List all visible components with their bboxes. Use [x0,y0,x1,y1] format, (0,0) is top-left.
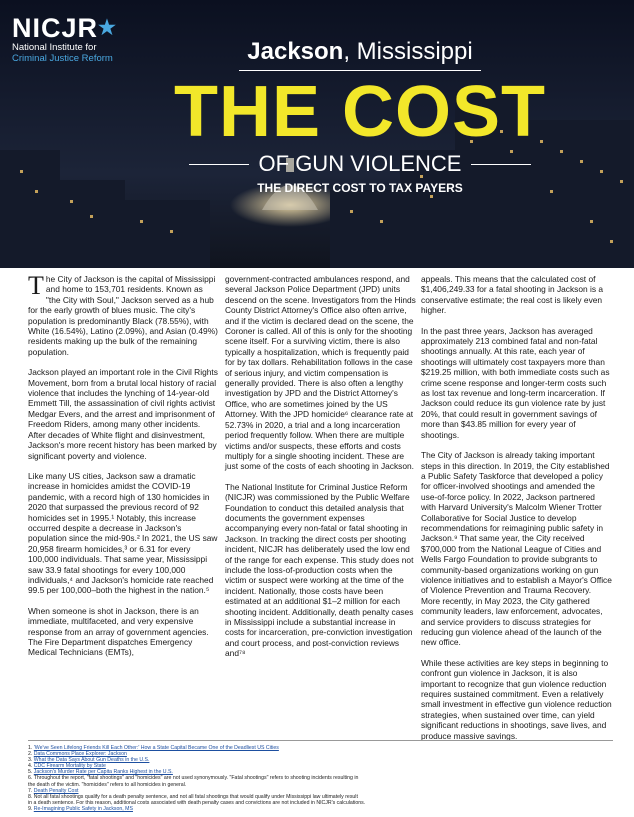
footnote-link[interactable]: CDC Firearm Mortality by State [33,763,106,770]
paragraph: appeals. This means that the calculated cost of $1,406,249.33 for a fatal shooting in Jackson is a conservative estimate; the real cost is likely even higher. [421,274,604,316]
footnote-number: 2. [28,751,34,758]
article-body [0,268,634,817]
subtitle: OF GUN VIOLENCE [258,151,462,176]
column-1 [28,271,219,668]
paragraph [28,271,219,357]
page-title: THE COST [173,72,546,152]
city-name: Jackson [247,38,344,65]
paragraph: In the past three years, Jackson has averaged approximately 213 combined fatal and non-fatal shootings annually. At this rate, each year of shootings will ultimately cost taxpayers more than $219.25 million, with both immediate costs such as crime scene response and longer-term costs such as lost tax revenue and long-term incarceration. If Jackson could reduce its gun violence rate by just 20%, that could result in government savings of more than $43.85 million for every year of shootings. [421,325,610,440]
footnote-text: the death of the victim. "homicides" refers to all homicides in general. [28,781,187,788]
drop-cap: T [28,271,44,300]
footnote-text: Not all fatal shootings qualify for a death penalty sentence, and not all fatal shootings that would qualify under Mississippi law ultimately result [33,793,358,800]
paragraph: government-contracted ambulances respond, and several Jackson Police Department (JPD) units descend on the scene. Investigators from the Hinds County District Attorney's Office also often arrive, and if the victim is declared dead on the scene, the Coroner is called. All of this is only for the shooting scene itself. For a surviving victim, there is also typically a hospitalization, which is frequently paid for by tax dollars. Rehabilitation follows in the case of serious injury, and victim compensation is generally provided. There is also often a lengthy investigation by JPD and the District Attorney's Office, who are sometimes joined by the US Attorney. With the JPD homicide⁶ clearance rate at 52.73% in 2020, a trial and a long incarceration period frequently follow. When there are multiple victims and/or suspects, these efforts and costs multiply for a single shooting incident. These are just some of the costs of each shooting in Jackson. [225,274,416,472]
footnote-link[interactable]: Death Penalty Cost [33,787,79,794]
footnote-number: 8. [28,793,34,800]
paragraph: When someone is shot in Jackson, there is an immediate, multifaceted, and very expensive response from an array of government agencies. The Fire Department dispatches Emergency Medical Technicians (EMTs), [28,605,209,658]
star-icon: ★ [98,17,117,39]
column-2 [225,274,416,669]
divider [471,164,531,165]
paragraph: The City of Jackson is already taking important steps in this direction. In 2019, the City established a Public Safety Taskforce that developed a policy for officer-involved shootings and amended the use-of-force policy. In 2022, Jackson partnered with Harvard University's Malcolm Wiener Trotter Collaborative for Social Justice to develop recommendations for reimagining public safety in Jackson.⁹ That same year, the City received $700,000 from the National League of Cities and Wells Fargo Foundation to provide subgrants to community-based organizations working on gun violence initiatives and to establish a Mayor's Office of Violence Prevention and Trauma Recovery. More recently, in May 2023, the City gathered community leaders, law enforcement, advocates, and service providers to discuss strategies for reducing gun violence ahead of the launch of the new office. [421,450,612,648]
footnote-link[interactable]: What the Data Says About Gun Deaths in the U.S. [33,757,150,764]
tagline: THE DIRECT COST TO TAX PAYERS [257,181,463,195]
masthead [140,38,580,196]
footnote-link[interactable]: Data Commons Place Explorer: Jackson [33,751,127,758]
footnote-number: 9. [28,805,34,812]
footnote-text: Throughout the report, "fatal shootings" and "homicides" are not used synonymously. "Fatal shootings" refers to shooting incidents resulting in [33,775,359,782]
paragraph-rest: he City of Jackson is the capital of Mississippi and home to 153,701 residents. Known as "the City with Soul," Jackson served as a hub for the early growth of blues music. The city's population is predominantly Black (78.55%), with White (16.54%), Latino (2.09%), and Asian (0.49%) residents making up the bulk of the remaining population. [28,274,218,357]
footnote-number: 5. [28,769,34,776]
footnote-link[interactable]: Re-Imagining Public Safety in Jackson, MS [33,805,133,812]
column-3 [421,274,612,751]
subtitle-row [140,151,580,177]
paragraph: Jackson played an important role in the Civil Rights Movement, born from a brutal local history of racial violence that includes the lynching of 14-year-old Emmett Till, the assassination of civil rights activist Medgar Evers, and the arrest and imprisonment of Freedom Riders, among many other incidents. After decades of White flight and disinvestment, Jackson's more recent history has been marked by significant poverty and violence. [28,367,218,461]
footnote-text: in a death sentence. For this reason, additional costs associated with death penalty cases and convictions are not included in NICJR's calculations. [28,799,366,806]
footnote-link[interactable]: 'We've Seen Lifelong Friends Kill Each Other:' How a State Capital Became One of the Deadliest US Cities [33,745,279,751]
footnote-number: 1. [28,745,34,751]
paragraph: The National Institute for Criminal Justice Reform (NICJR) was commissioned by the Public Welfare Foundation to conduct this detailed analysis that documents the government expenses accompanying every non-fatal or fatal shooting in Jackson. In tracking the direct costs per shooting incident, NICJR has deliberately used the low end of the range for each expense. This study does not include the loss-of-production costs when the victim or suspect were working at the time of the incident. Nationally, those costs have been estimated at an additional $1–2 million for each shooting incident. Additionally, death penalty cases in Mississippi include a substantial increase in costs for incarceration, pre-conviction investigation and court process, and post-conviction reviews and⁷⁸ [225,481,414,659]
nicjr-logo [12,14,117,64]
city-heading [239,38,480,71]
footnotes [28,740,613,812]
footnote-link[interactable]: Jackson's Murder Rate per Capita Ranks Highest in the U.S. [33,769,173,776]
logo-line-2: Criminal Justice Reform [12,53,113,64]
paragraph: While these activities are key steps in beginning to confront gun violence in Jackson, it is also important to recognize that gun violence reduction requires sustained commitment. Even a relatively small investment in effective gun violence reduction strategies, when sustained over time, can yield significant reductions in shootings, save lives, and produce massive savings. [421,657,612,741]
footnote-number: 3. [28,757,34,764]
divider [189,164,249,165]
logo-mark: NICJR★ [12,13,117,43]
state-name: , Mississippi [343,38,473,65]
footnote-number: 6. [28,775,34,782]
logo-line-1: National Institute for [12,42,97,53]
footnote-number: 7. [28,787,34,794]
footnote-number: 4. [28,763,34,770]
footnote-item [28,806,613,812]
paragraph: Like many US cities, Jackson saw a dramatic increase in homicides amidst the COVID-19 pandemic, with a record high of 130 homicides in 2020 that surpassed the previous record of 92 homicides set in 1995.¹ Notably, this increase occurred despite a decrease in Jackson's population since the mid-90s.² In 2021, the US saw 20,958 firearm homicides,³ or 6.31 for every 100,000 individuals. That same year, Mississippi saw 33.9 fatal shootings for every 100,000 individuals,⁴ and Jackson's homicide rate reached 99.5 per 100,000–both the highest in the nation.⁵ [28,470,218,596]
